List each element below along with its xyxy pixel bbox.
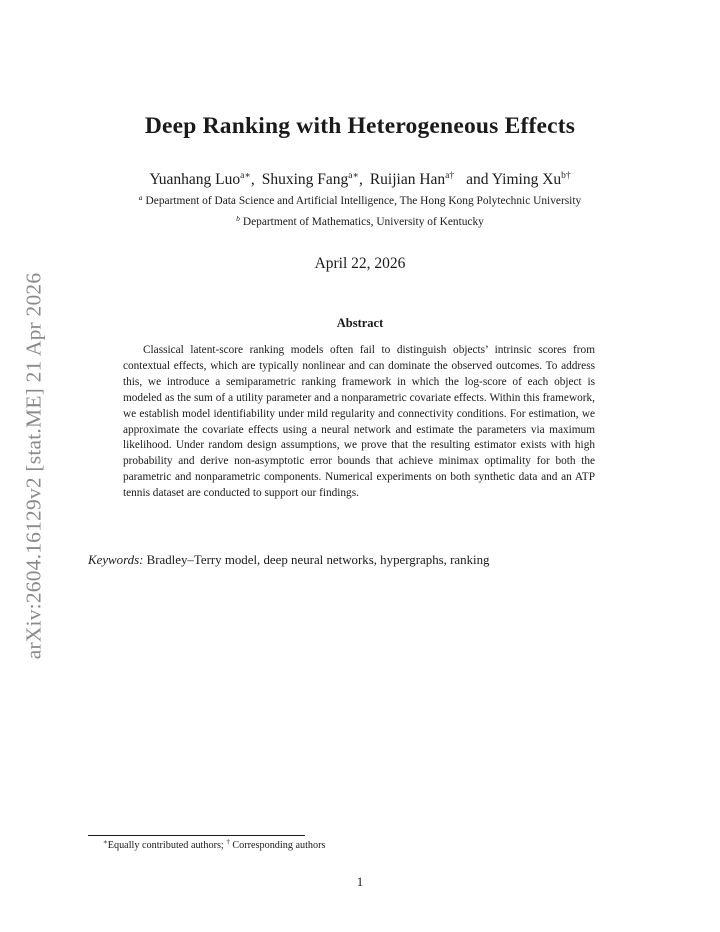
footnote-text: Corresponding authors bbox=[232, 840, 326, 851]
affiliation-text: Department of Data Science and Artificial Intelligence, The Hong Kong Polytechnic University bbox=[145, 195, 582, 207]
author-marks: b† bbox=[561, 171, 571, 181]
author-name: Ruijian Han bbox=[369, 171, 446, 188]
affiliation-text: Department of Mathematics, University of Kentucky bbox=[242, 216, 484, 228]
author-name: Shuxing Fang bbox=[261, 171, 349, 188]
footnote-divider bbox=[88, 835, 305, 836]
footnote bbox=[103, 840, 325, 851]
author-marks: a∗ bbox=[240, 171, 251, 181]
keywords-text: Bradley–Terry model, deep neural networks, hypergraphs, ranking bbox=[146, 553, 490, 567]
author-1: Yuanhang Luo$^{a∗}$, bbox=[149, 171, 255, 188]
abstract-heading: Abstract bbox=[336, 316, 384, 330]
affiliation-b bbox=[0, 216, 720, 228]
publication-date: April 22, 2026 bbox=[314, 255, 406, 272]
footnote-text: Equally contributed authors; bbox=[107, 840, 224, 851]
footnote-mark: † bbox=[226, 838, 230, 846]
author-marks: a∗ bbox=[348, 171, 359, 181]
page-number: 1 bbox=[356, 875, 364, 889]
author-name: Yiming Xu bbox=[491, 171, 562, 188]
author-marks: a† bbox=[445, 171, 455, 181]
keywords-label: Keywords: bbox=[88, 553, 144, 567]
paper-title: Deep Ranking with Heterogeneous Effects bbox=[144, 113, 576, 139]
author-name: Yuanhang Luo bbox=[149, 171, 241, 188]
affiliation-a bbox=[0, 195, 720, 207]
author-conjunction: and bbox=[466, 171, 489, 188]
author-list bbox=[0, 171, 720, 189]
author-4 bbox=[492, 171, 571, 188]
arxiv-identifier-stamp: arXiv:2604.16129v2 [stat.ME] 21 Apr 2026 bbox=[21, 272, 46, 660]
abstract-body: Classical latent-score ranking models often fail to distinguish objects’ intrinsic scores from contextual effects, which are typically nonlinear and can dominate the observed outcomes. To address this, we introduce a semiparametric ranking framework in which the log-score of each object is modeled as the sum of a utility parameter and a nonparametric covariate effects. Within this framework, we establish model identifiability under mild regularity and connectivity conditions. For estimation, we approximate the covariate effects using a neural network and estimate the parameters via maximum likelihood. Under random design assumptions, we prove that the resulting estimator exists with high probability and derive non-asymptotic error bounds that achieve minimax optimality for both the parametric and nonparametric components. Numerical experiments on both synthetic data and an ATP tennis dataset are conducted to support our findings. bbox=[123, 344, 595, 500]
affiliation-mark: a bbox=[138, 193, 143, 202]
affiliation-mark: b bbox=[236, 214, 240, 223]
keywords-line bbox=[88, 553, 648, 568]
footnote-mark: ∗ bbox=[103, 838, 108, 846]
author-2: Shuxing Fang$^{a∗}$, bbox=[261, 171, 363, 188]
author-3 bbox=[370, 171, 454, 188]
